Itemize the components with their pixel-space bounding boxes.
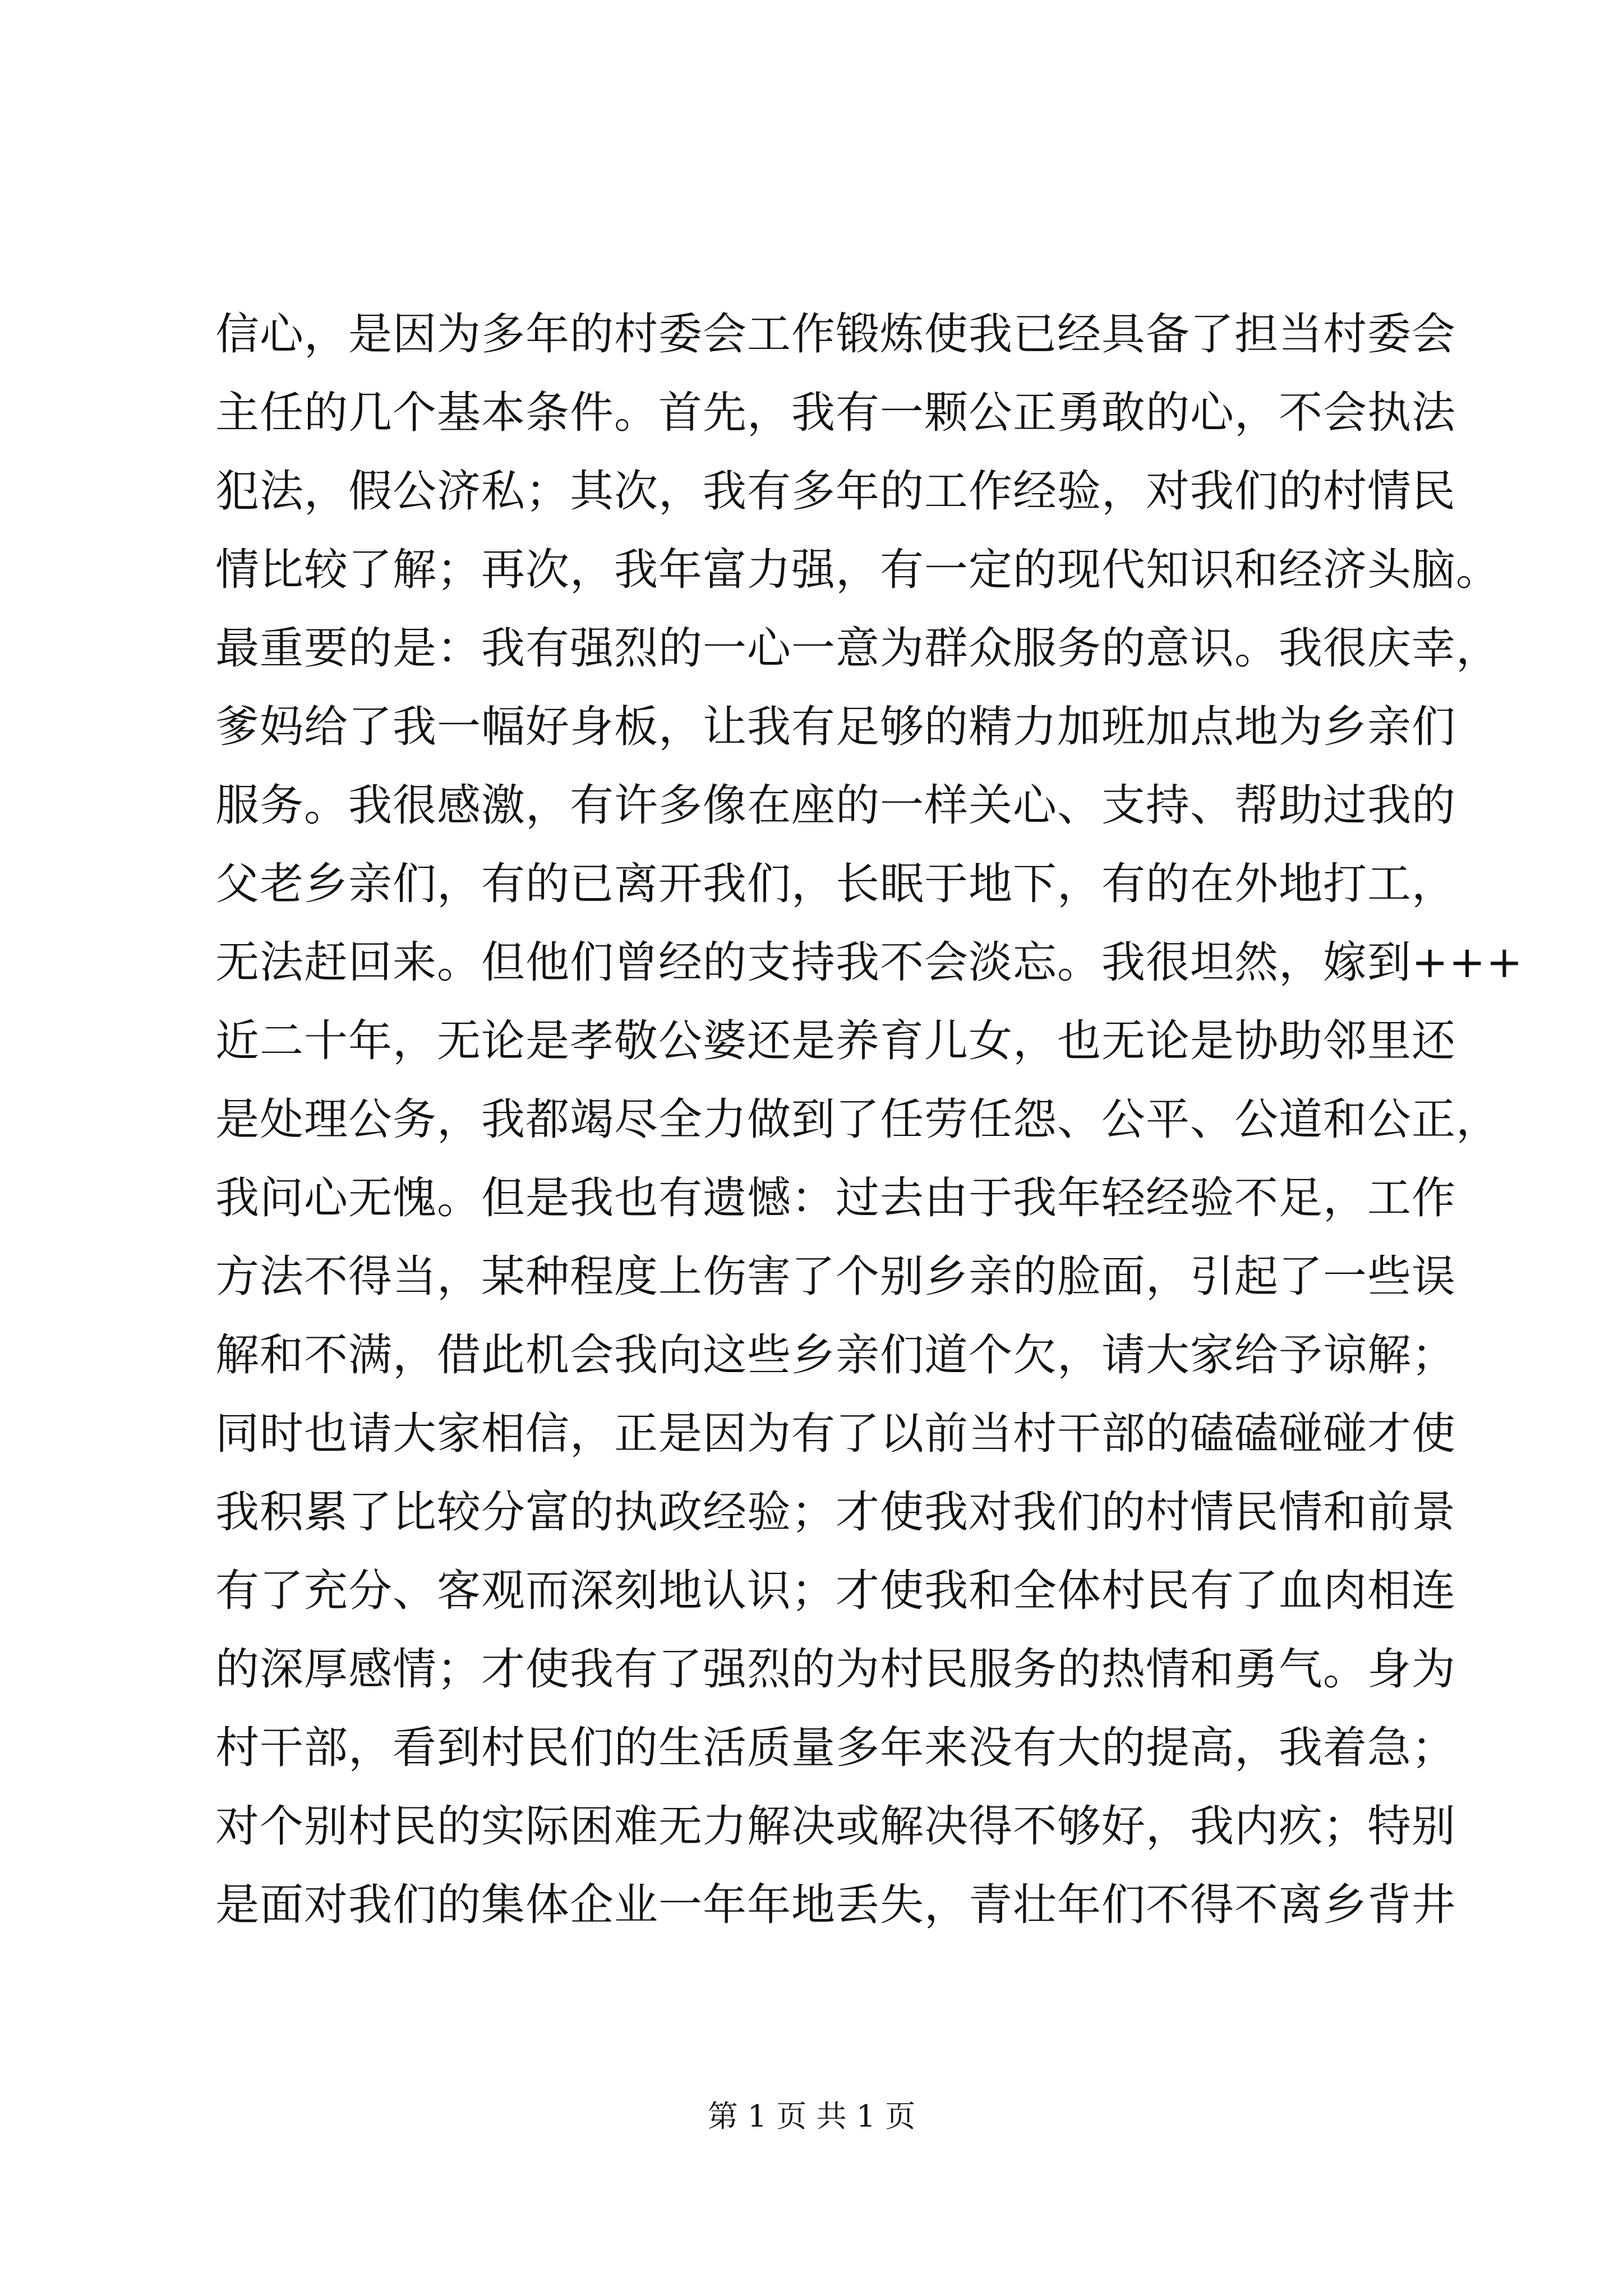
text-line: 对个别村民的实际困难无力解决或解决得不够好，我内疚；特别: [215, 1801, 1456, 1852]
text-line: 有了充分、客观而深刻地认识；才使我和全体村民有了血肉相连: [215, 1566, 1456, 1616]
text-line: 最重要的是：我有强烈的一心一意为群众服务的意识。我很庆幸，: [215, 623, 1501, 674]
text-line: 信心，是因为多年的村委会工作锻炼使我已经具备了担当村委会: [215, 309, 1456, 360]
text-line: 方法不得当，某种程度上伤害了个别乡亲的脸面，引起了一些误: [215, 1251, 1456, 1302]
page-number-footer: 第 1 页 共 1 页: [707, 2099, 916, 2134]
text-line: 无法赶回来。但他们曾经的支持我不会淡忘。我很坦然，嫁到+++: [215, 937, 1524, 988]
text-line: 服务。我很感激，有许多像在座的一样关心、支持、帮助过我的: [215, 780, 1456, 831]
text-line: 是处理公务，我都竭尽全力做到了任劳任怨、公平、公道和公正，: [215, 1094, 1501, 1145]
text-line: 同时也请大家相信，正是因为有了以前当村干部的磕磕碰碰才使: [215, 1409, 1456, 1459]
text-line: 我问心无愧。但是我也有遗憾：过去由于我年轻经验不足，工作: [215, 1173, 1456, 1223]
text-line: 情比较了解；再次，我年富力强，有一定的现代知识和经济头脑。: [215, 545, 1501, 595]
text-line: 犯法，假公济私；其次，我有多年的工作经验，对我们的村情民: [215, 466, 1456, 517]
text-line: 村干部，看到村民们的生活质量多年来没有大的提高，我着急；: [215, 1723, 1456, 1773]
text-line: 主任的几个基本条件。首先，我有一颗公正勇敢的心，不会执法: [215, 388, 1456, 438]
text-line: 父老乡亲们，有的已离开我们，长眠于地下，有的在外地打工，: [215, 859, 1456, 909]
text-line: 是面对我们的集体企业一年年地丢失，青壮年们不得不离乡背井: [215, 1880, 1456, 1930]
body-text: [215, 295, 1524, 1944]
text-line: 解和不满，借此机会我向这些乡亲们道个欠，请大家给予谅解；: [215, 1330, 1456, 1381]
text-line: 近二十年，无论是孝敬公婆还是养育儿女，也无论是协助邻里还: [215, 1016, 1456, 1066]
text-line: 我积累了比较分富的执政经验；才使我对我们的村情民情和前景: [215, 1487, 1456, 1538]
text-line: 爹妈给了我一幅好身板，让我有足够的精力加班加点地为乡亲们: [215, 702, 1456, 752]
text-line: 的深厚感情；才使我有了强烈的为村民服务的热情和勇气。身为: [215, 1644, 1456, 1695]
